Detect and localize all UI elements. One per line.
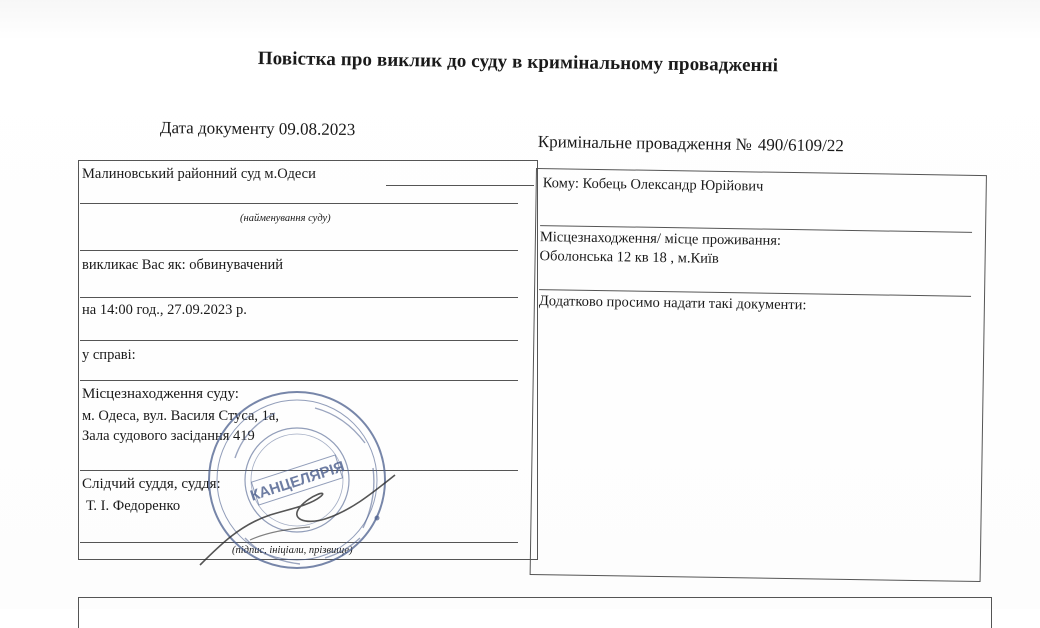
divider-2 [80, 250, 518, 251]
court-name: Малиновський районний суд м.Одеси [82, 166, 316, 182]
case-label: у справі: [82, 347, 136, 363]
signature-line [80, 542, 518, 543]
proceeding-number [538, 132, 844, 156]
extra-documents-label: Додатково просимо надати такі документи: [538, 293, 807, 314]
divider-4 [80, 340, 518, 341]
residence-address: Оболонська 12 кв 18 , м.Київ [539, 248, 719, 267]
court-room: Зала судового засідання 419 [82, 428, 255, 444]
court-location-label: Місцезнаходження суду: [82, 386, 239, 402]
court-location-address: м. Одеса, вул. Василя Стуса, 1а, [82, 408, 279, 424]
signature-caption: (підпис, ініціали, прізвище) [232, 545, 353, 556]
document-date-value: 09.08.2023 [278, 119, 356, 140]
stamp-center-text: КАНЦЕЛЯРІЯ [248, 458, 347, 505]
document-title: Повістка про виклик до суду в кримінальному провадженні [257, 48, 779, 77]
divider-5 [80, 380, 518, 381]
divider-3 [80, 297, 518, 298]
proceeding-label: Кримінальне провадження № [537, 132, 752, 154]
hearing-datetime: на 14:00 год., 27.09.2023 р. [82, 302, 247, 318]
document-date-label: Дата документу [159, 118, 275, 139]
court-name-caption: (найменування суду) [240, 213, 331, 224]
judge-name: Т. І. Федоренко [86, 498, 181, 514]
document-date [160, 118, 356, 140]
residence-label: Місцезнаходження/ місце проживання: [539, 229, 782, 249]
divider-1 [80, 203, 518, 204]
court-name-underline [386, 185, 534, 186]
proceeding-value: 490/6109/22 [757, 135, 844, 156]
next-section-frame [78, 597, 992, 628]
recipient: Кому: Кобець Олександр Юрійович [542, 175, 764, 195]
judge-label: Слідчий суддя, суддя: [82, 476, 221, 492]
summons-role: викликає Вас як: обвинувачений [82, 257, 284, 273]
divider-6 [80, 470, 518, 471]
summons-right-panel [530, 168, 987, 582]
